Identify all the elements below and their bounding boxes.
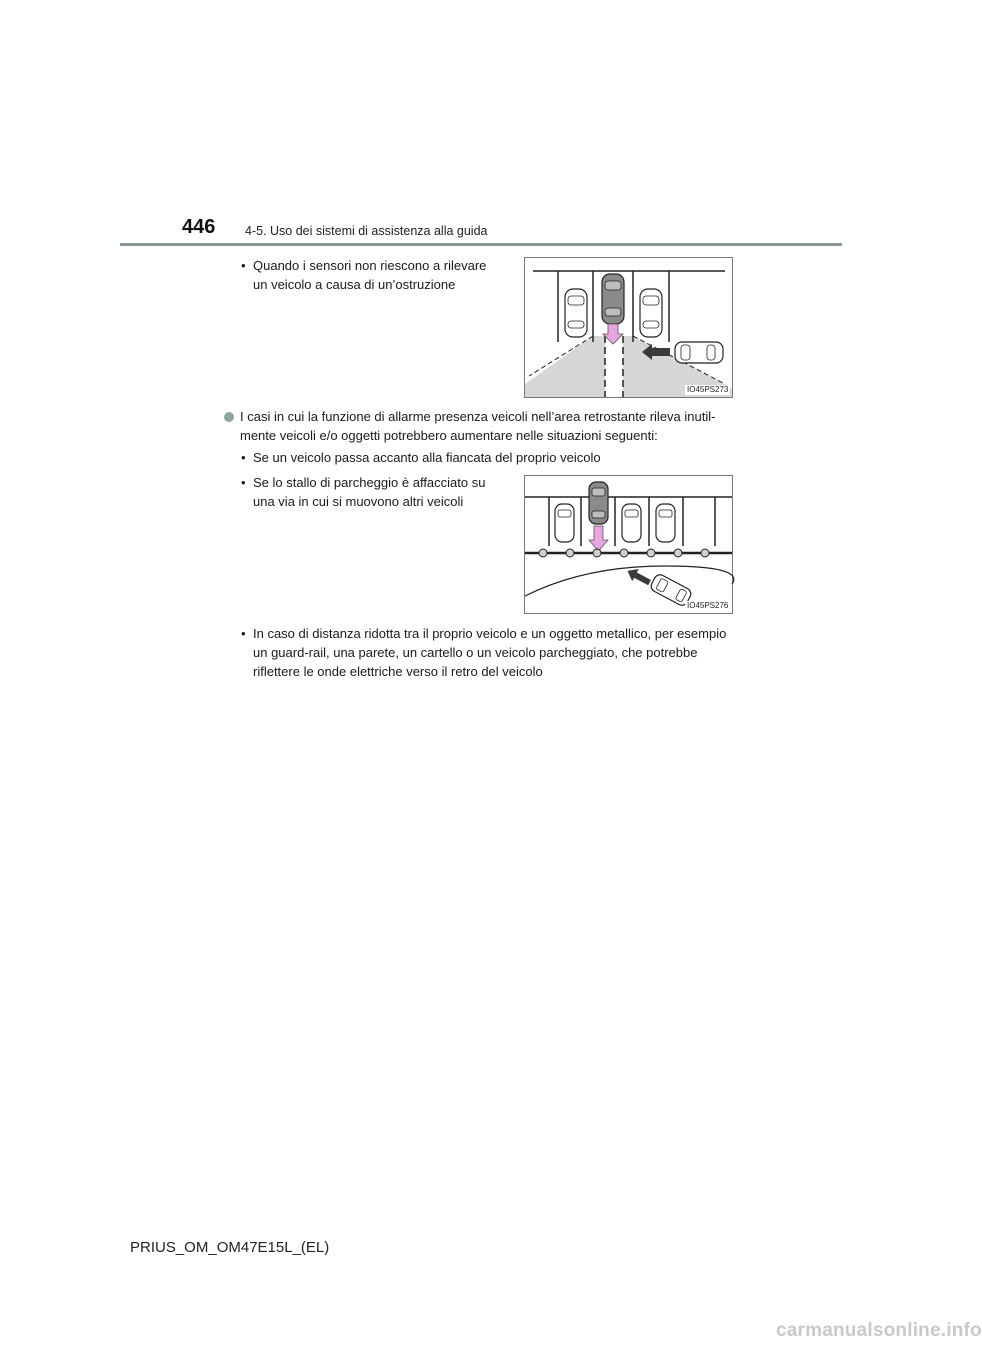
approach-direction-arrow: [624, 565, 653, 589]
curved-road-edge: [525, 566, 734, 596]
sub-bullet-1: Se un veicolo passa accanto alla fiancata del proprio veicolo: [253, 450, 601, 465]
parked-car-2: [622, 504, 641, 542]
figure-parking-facing-street: [524, 475, 733, 614]
document-id-footer: PRIUS_OM_OM47E15L_(EL): [130, 1239, 330, 1256]
header-divider: [120, 243, 842, 246]
parked-car-3: [656, 504, 675, 542]
main-bullet-line-2: mente veicoli e/o oggetti potrebbero aumentare nelle situazioni seguenti:: [240, 428, 658, 443]
figure-code-label: IO45PS276: [687, 601, 729, 610]
section-title: 4-5. Uso dei sistemi di assistenza alla guida: [245, 224, 488, 238]
sub-bullet-2-line-2: una via in cui si muovono altri veicoli: [253, 494, 464, 509]
main-bullet-line-1: I casi in cui la funzione di allarme presenza veicoli nell’area retrostante rileva inutil-: [240, 409, 716, 424]
parked-car-left: [565, 289, 587, 337]
bullet-marker: •: [241, 626, 246, 641]
reverse-direction-arrow: [603, 324, 623, 344]
figure-code-label: IO45PS273: [687, 385, 729, 394]
sub-bullet-3-line-2: un guard-rail, una parete, un cartello o un veicolo parcheggiato, che potrebbe: [253, 645, 698, 660]
bullet-marker: •: [241, 475, 246, 490]
parking-lot-illustration-1: [525, 258, 732, 397]
bullet-1-line-2: un veicolo a causa di un’ostruzione: [253, 277, 456, 292]
reverse-direction-arrow: [589, 526, 608, 551]
approaching-vehicle: [675, 342, 723, 363]
figure-rear-sensor-obstruction: [524, 257, 733, 398]
watermark: carmanualsonline.info: [776, 1320, 982, 1341]
sub-bullet-3-line-1: In caso di distanza ridotta tra il proprio veicolo e un oggetto metallico, per esempio: [253, 626, 727, 641]
circle-bullet-icon: [224, 412, 234, 422]
parked-car-1: [555, 504, 574, 542]
sub-bullet-3-line-3: riflettere le onde elettriche verso il retro del veicolo: [253, 664, 543, 679]
own-vehicle: [602, 274, 624, 324]
bullet-marker: •: [241, 450, 246, 465]
bullet-1-line-1: Quando i sensori non riescono a rilevare: [253, 258, 487, 273]
own-vehicle: [589, 482, 608, 524]
parked-car-right: [640, 289, 662, 337]
sub-bullet-2-line-1: Se lo stallo di parcheggio è affacciato su: [253, 475, 486, 490]
page-number: 446: [182, 216, 216, 238]
bullet-marker: •: [241, 258, 246, 273]
parking-lot-illustration-2: [525, 476, 732, 613]
detection-zone-left: [525, 336, 605, 397]
